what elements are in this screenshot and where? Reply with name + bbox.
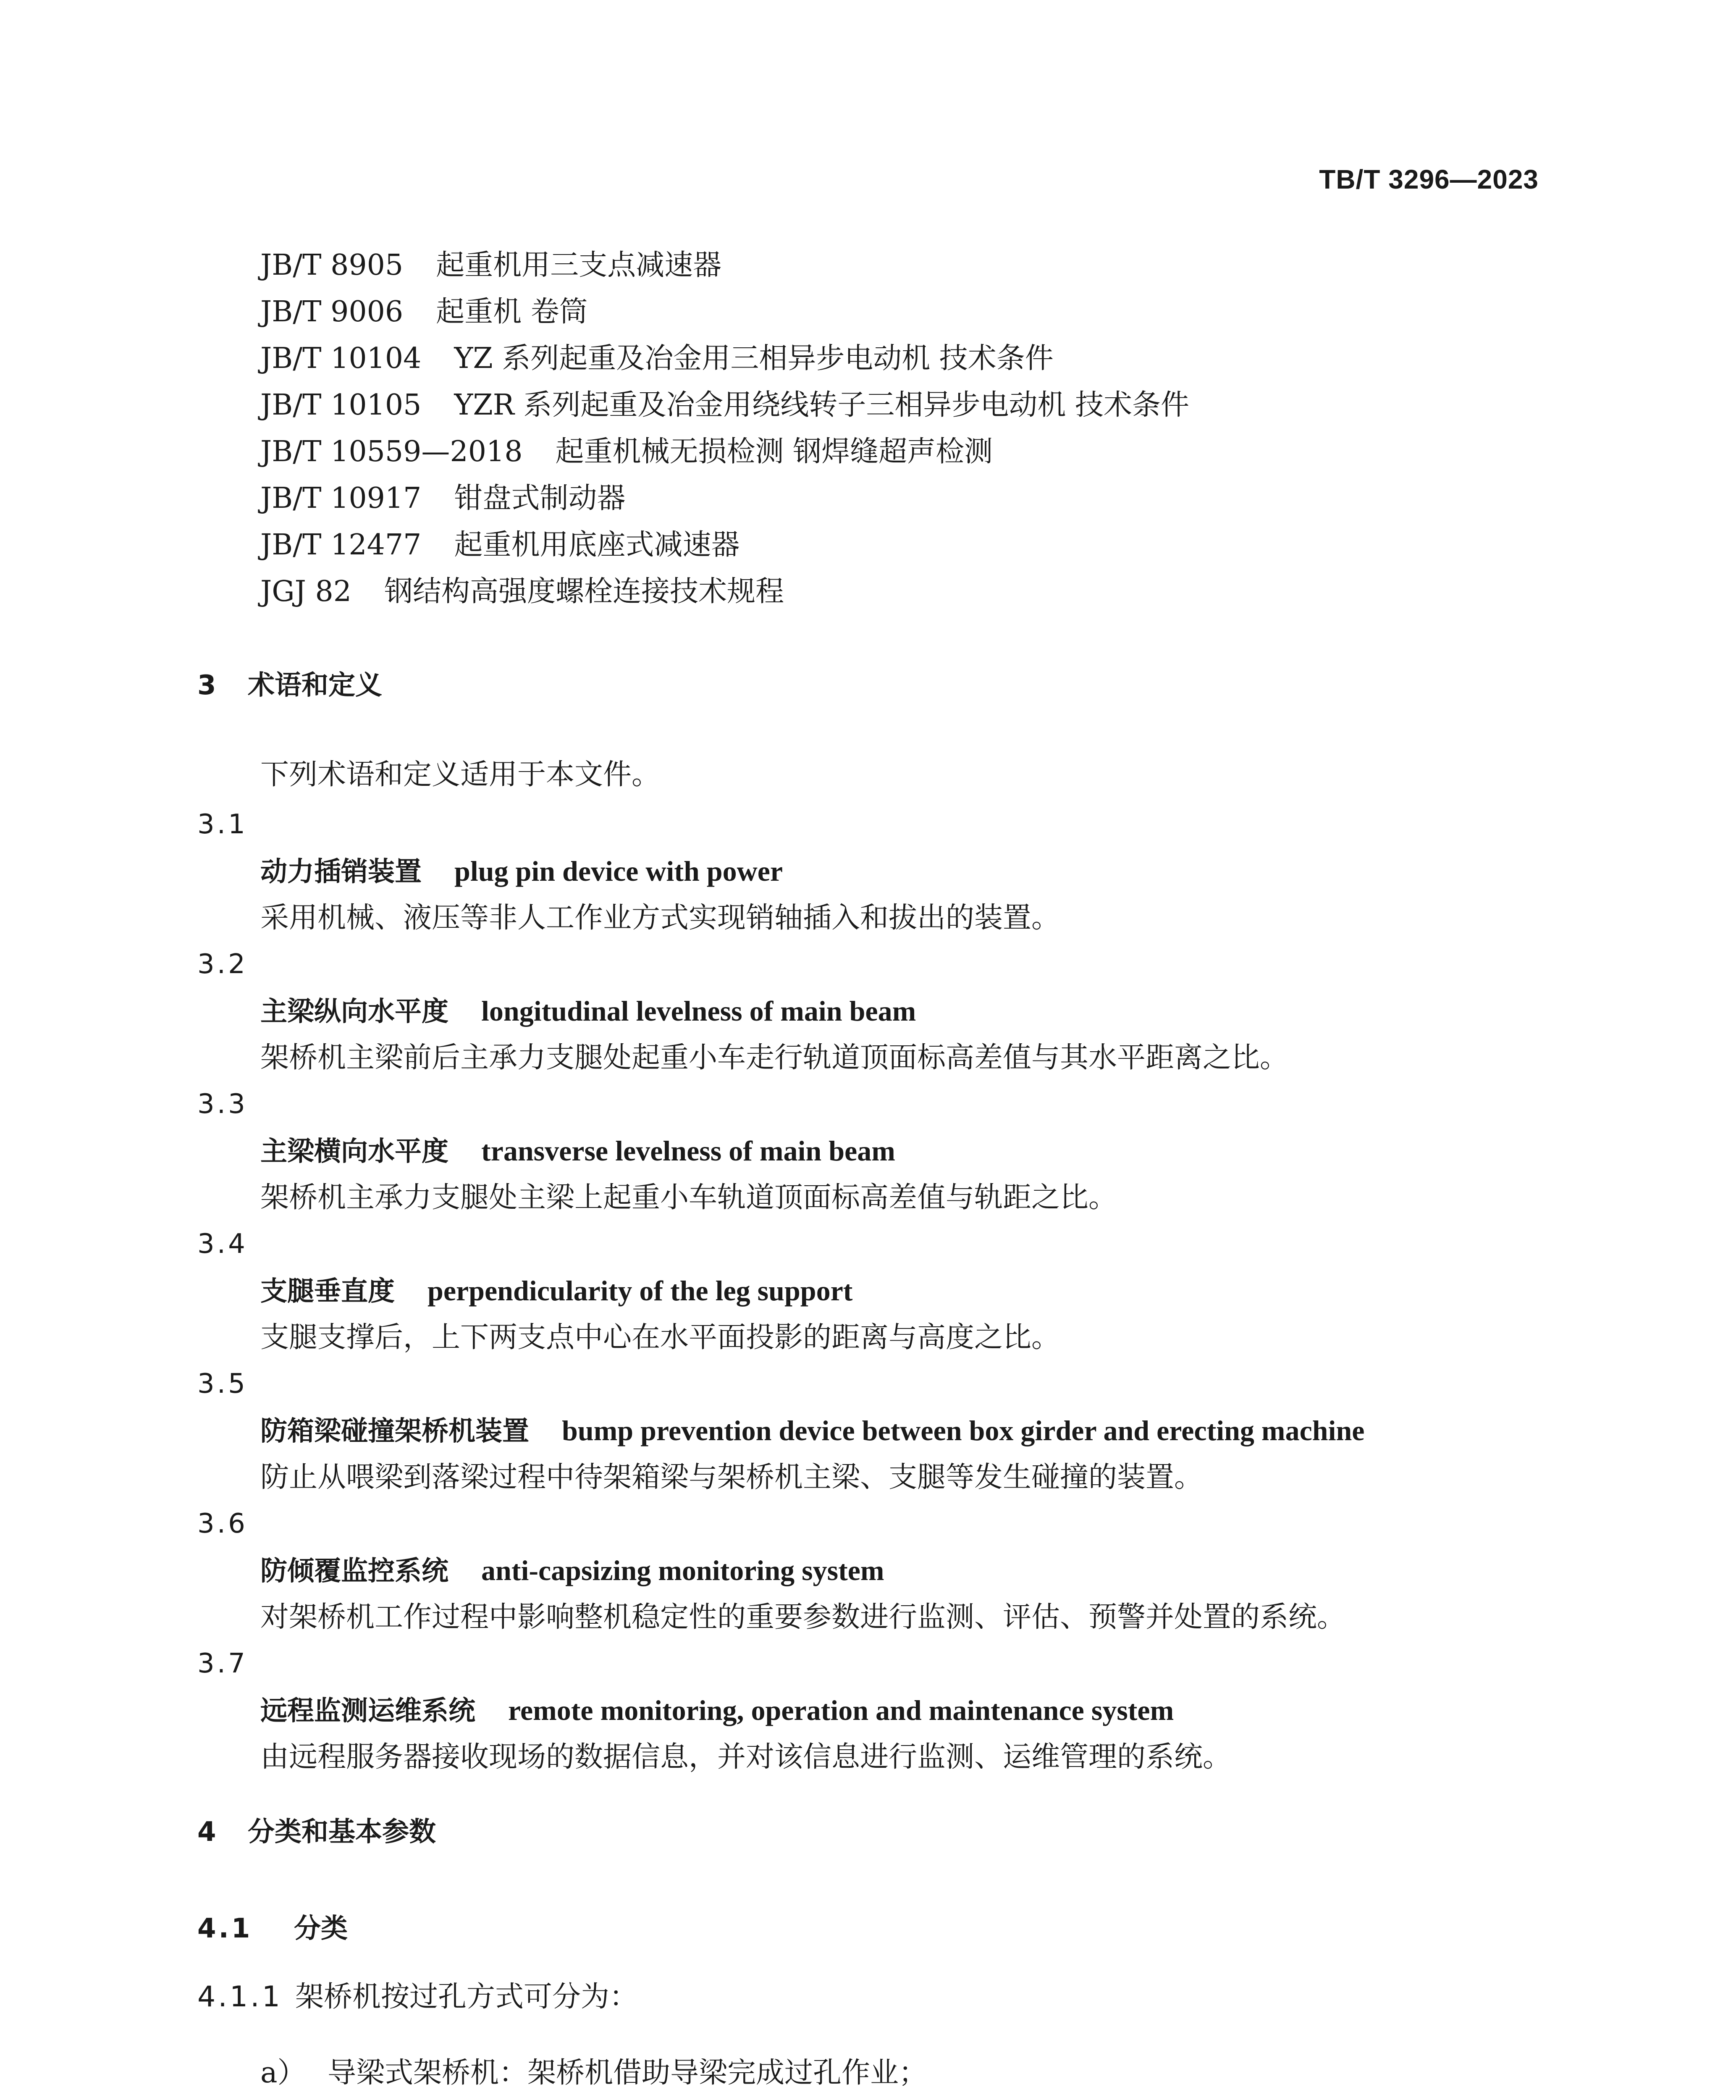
term-definition: 采用机械、液压等非人工作业方式实现销轴插入和拔出的装置。: [260, 901, 1060, 934]
reference-title: 起重机 卷筒: [436, 295, 588, 328]
reference-item: [260, 522, 1189, 568]
subsection-number: 4.1: [197, 1913, 253, 1944]
reference-code: JB/T 10105: [260, 388, 422, 422]
term-number: 3.2: [197, 949, 248, 980]
term-number: 3.6: [197, 1508, 248, 1539]
reference-item: [260, 428, 1189, 475]
reference-item: [260, 289, 1189, 335]
reference-title: 起重机械无损检测 钢焊缝超声检测: [555, 435, 993, 468]
list-marker: a）: [260, 2056, 306, 2090]
reference-code: JGJ 82: [260, 575, 351, 608]
reference-code: JB/T 10917: [260, 482, 422, 515]
reference-item: [260, 475, 1189, 522]
term-zh: 防倾覆监控系统: [260, 1556, 448, 1587]
classification-list: [260, 2050, 1537, 2100]
section-3-intro: 下列术语和定义适用于本文件。: [260, 758, 661, 791]
reference-code: JB/T 8905: [260, 249, 404, 282]
reference-item: [260, 382, 1189, 428]
term-entry: [197, 1081, 1364, 1221]
term-heading: [197, 988, 1364, 1034]
term-en: bump prevention device between box girder and erecting machine: [562, 1415, 1365, 1446]
reference-item: [260, 568, 1189, 615]
section-number: 3: [197, 670, 216, 701]
list-item: [260, 2096, 1537, 2100]
subsection-4-1-heading: [197, 1907, 348, 1945]
reference-title: YZ 系列起重及冶金用三相异步电动机 技术条件: [454, 342, 1054, 375]
reference-title: 起重机用底座式减速器: [454, 528, 740, 562]
term-zh: 主梁横向水平度: [260, 1136, 448, 1167]
clause-number: 4.1.1: [197, 1980, 283, 2013]
term-definition: 由远程服务器接收现场的数据信息，并对该信息进行监测、运维管理的系统。: [260, 1740, 1232, 1774]
term-heading: [197, 1547, 1364, 1594]
term-number: 3.1: [197, 809, 248, 840]
term-definition: 对架桥机工作过程中影响整机稳定性的重要参数进行监测、评估、预警并处置的系统。: [260, 1601, 1346, 1634]
term-zh: 远程监测运维系统: [260, 1696, 475, 1727]
clause-text: 架桥机按过孔方式可分为：: [295, 1980, 638, 2013]
standard-code: TB/T 3296—2023: [1319, 164, 1539, 194]
term-entry: [197, 1641, 1364, 1780]
term-entry: [197, 1221, 1364, 1361]
term-en: remote monitoring, operation and maintenance system: [508, 1694, 1174, 1726]
term-number: 3.4: [197, 1228, 248, 1260]
reference-code: JB/T 12477: [260, 528, 422, 562]
term-en: plug pin device with power: [454, 855, 783, 887]
term-zh: 防箱梁碰撞架桥机装置: [260, 1416, 529, 1447]
term-heading: [197, 1128, 1364, 1174]
term-zh: 动力插销装置: [260, 856, 422, 887]
term-en: anti-capsizing monitoring system: [481, 1554, 884, 1586]
reference-code: JB/T 10559—2018: [260, 435, 523, 468]
clause-4-1-1: [197, 1974, 638, 2015]
reference-code: JB/T 10104: [260, 342, 422, 375]
section-title: 分类和基本参数: [248, 1816, 436, 1848]
term-en: transverse levelness of main beam: [481, 1135, 895, 1167]
term-zh: 主梁纵向水平度: [260, 996, 448, 1027]
term-heading: [197, 1687, 1364, 1734]
term-heading: [197, 1407, 1364, 1454]
term-heading: [197, 848, 1364, 895]
term-entry: [197, 1501, 1364, 1641]
term-entry: [197, 941, 1364, 1081]
section-4-heading: [197, 1810, 436, 1849]
reference-title: YZR 系列起重及冶金用绕线转子三相异步电动机 技术条件: [454, 388, 1190, 422]
list-item-text: 导梁式架桥机：架桥机借助导梁完成过孔作业；: [328, 2056, 928, 2090]
reference-item: [260, 242, 1189, 289]
term-en: perpendicularity of the leg support: [427, 1275, 853, 1307]
section-title: 术语和定义: [248, 670, 382, 701]
reference-title: 起重机用三支点减速器: [436, 249, 722, 282]
section-3-heading: [197, 664, 382, 702]
subsection-title: 分类: [294, 1913, 348, 1944]
term-definition: 支腿支撑后，上下两支点中心在水平面投影的距离与高度之比。: [260, 1321, 1060, 1354]
term-number: 3.7: [197, 1648, 248, 1679]
reference-title: 钢结构高强度螺栓连接技术规程: [384, 575, 784, 608]
term-heading: [197, 1268, 1364, 1314]
list-item: [260, 2050, 1537, 2096]
reference-item: [260, 335, 1189, 382]
term-definition: 架桥机主梁前后主承力支腿处起重小车走行轨道顶面标高差值与其水平距离之比。: [260, 1041, 1289, 1074]
section-number: 4: [197, 1816, 216, 1848]
list-marker: [260, 2096, 307, 2100]
reference-title: 钳盘式制动器: [454, 482, 626, 515]
term-zh: 支腿垂直度: [260, 1276, 395, 1307]
term-definition: 防止从喂梁到落梁过程中待架箱梁与架桥机主梁、支腿等发生碰撞的装置。: [260, 1461, 1203, 1494]
term-number: 3.5: [197, 1368, 248, 1399]
reference-code: JB/T 9006: [260, 295, 404, 328]
term-entry: [197, 801, 1364, 941]
term-en: longitudinal levelness of main beam: [481, 995, 916, 1027]
terms-list: [197, 801, 1364, 1780]
normative-references-list: [260, 242, 1189, 615]
term-number: 3.3: [197, 1089, 248, 1120]
term-definition: 架桥机主承力支腿处主梁上起重小车轨道顶面标高差值与轨距之比。: [260, 1181, 1117, 1214]
term-entry: [197, 1361, 1364, 1501]
